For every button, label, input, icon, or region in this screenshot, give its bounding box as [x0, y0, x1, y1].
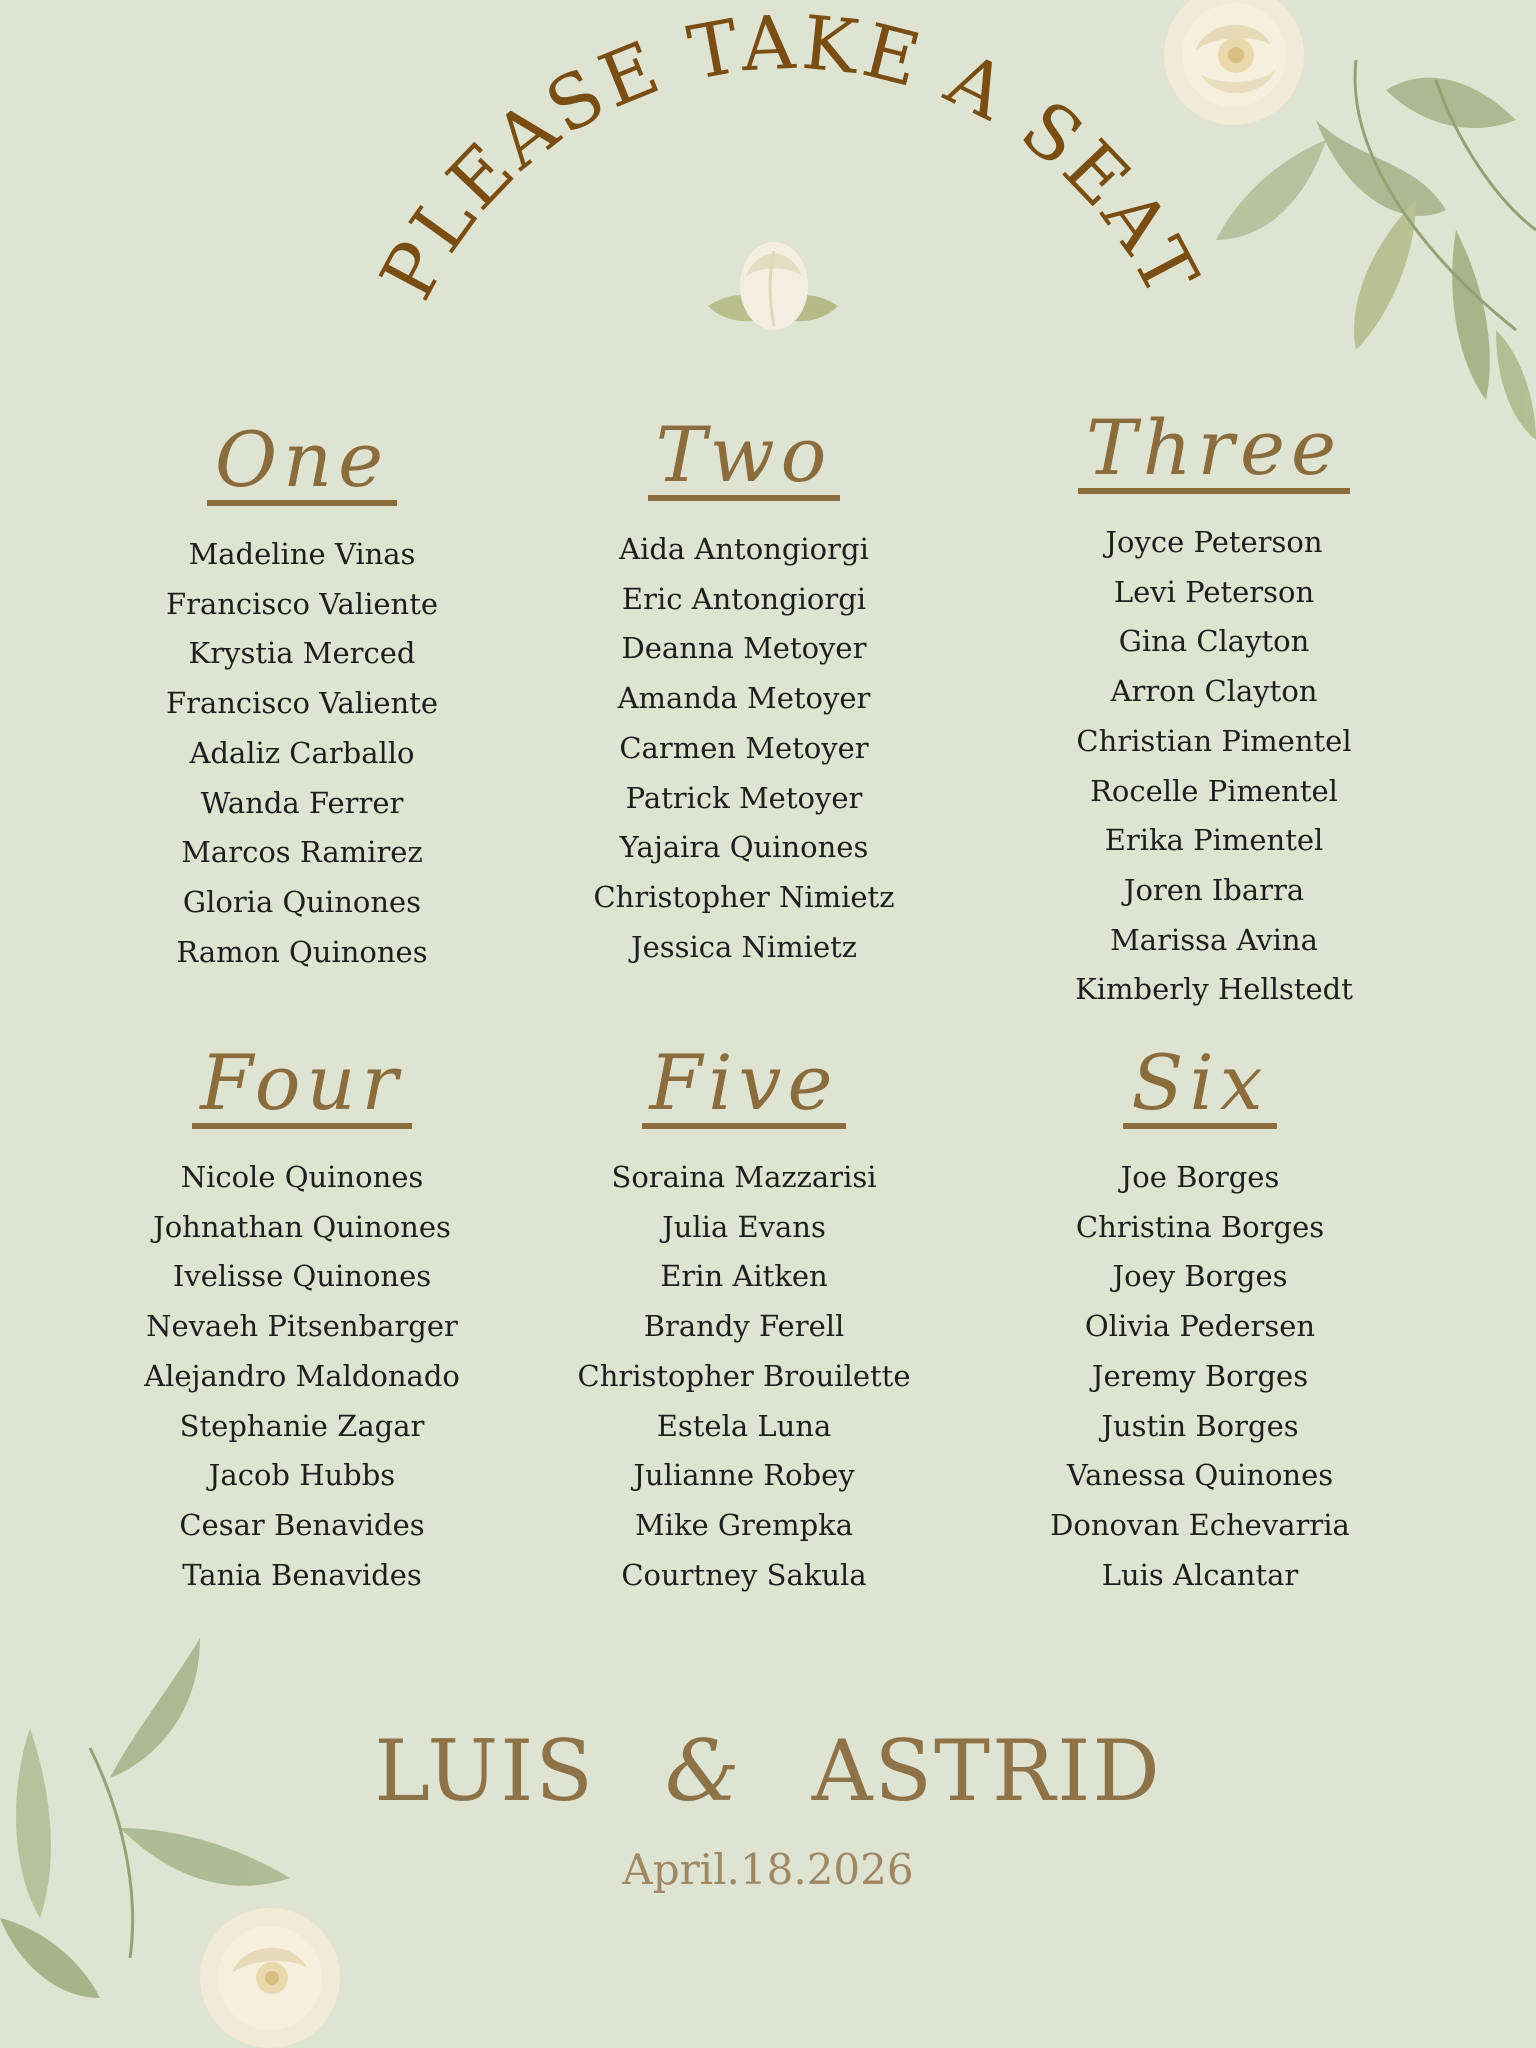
table-heading: Five [642, 1045, 847, 1129]
table-four [92, 1038, 512, 1600]
guest-name: Joyce Peterson [1105, 525, 1323, 559]
guest-name: Joey Borges [1112, 1259, 1288, 1294]
guest-name: Patrick Metoyer [625, 780, 863, 815]
table-two [534, 410, 954, 972]
guest-name: Deanna Metoyer [621, 631, 867, 666]
guest-name: Vanessa Quinones [1066, 1458, 1334, 1493]
guest-name: Kimberly Hellstedt [1075, 972, 1353, 1007]
guest-name: Johnathan Quinones [153, 1209, 451, 1244]
guest-name: Carmen Metoyer [619, 730, 869, 765]
guest-name: Yajaira Quinones [619, 830, 869, 865]
guest-name: Marissa Avina [1110, 922, 1318, 957]
event-date: April.18.2026 [622, 1845, 914, 1894]
table-heading: One [207, 422, 397, 506]
guest-name: Donovan Echevarria [1050, 1507, 1350, 1542]
guest-name: Gloria Quinones [182, 884, 422, 919]
guest-name: Krystia Merced [188, 636, 416, 671]
guest-name: Soraina Mazzarisi [611, 1160, 877, 1194]
guest-list [534, 1153, 954, 1600]
guest-name: Tania Benavides [182, 1557, 422, 1592]
guest-name: Marcos Ramirez [181, 835, 423, 870]
ampersand: & [664, 1722, 742, 1820]
guest-list [534, 525, 954, 972]
guest-name: Francisco Valiente [165, 586, 439, 621]
guest-name: Jeremy Borges [1091, 1358, 1309, 1393]
guest-name: Julianne Robey [633, 1458, 855, 1493]
guest-name: Christian Pimentel [1076, 723, 1352, 758]
guest-name: Jacob Hubbs [208, 1458, 396, 1493]
partner-name-2: ASTRID [811, 1722, 1162, 1820]
guest-name: Stephanie Zagar [179, 1408, 425, 1443]
guest-name: Nevaeh Pitsenbarger [146, 1309, 458, 1344]
bottom-left-rose-leaves [0, 1628, 380, 2048]
guest-list [990, 1153, 1410, 1600]
guest-name: Nicole Quinones [180, 1160, 424, 1194]
guest-name: Mike Grempka [634, 1507, 854, 1542]
guest-name: Alejandro Maldonado [144, 1358, 460, 1393]
guest-name: Joren Ibarra [1123, 872, 1305, 907]
table-one [92, 415, 512, 977]
guest-name: Levi Peterson [1113, 574, 1315, 609]
guest-name: Christina Borges [1075, 1209, 1325, 1244]
guest-name: Christopher Nimietz [593, 879, 895, 914]
guest-name: Jessica Nimietz [630, 929, 858, 964]
guest-name: Julia Evans [662, 1209, 826, 1244]
guest-name: Olivia Pedersen [1084, 1309, 1316, 1344]
guest-name: Rocelle Pimentel [1090, 773, 1338, 808]
guest-name: Ramon Quinones [176, 934, 428, 969]
table-heading: Six [1123, 1045, 1276, 1129]
guest-name: Eric Antongiorgi [621, 581, 867, 616]
guest-name: Justin Borges [1101, 1408, 1299, 1443]
guest-name: Estela Luna [656, 1408, 832, 1443]
guest-list [92, 1153, 512, 1600]
table-six [990, 1038, 1410, 1600]
guest-name: Luis Alcantar [1101, 1557, 1299, 1592]
rose-bud-icon [698, 236, 848, 346]
guest-name: Courtney Sakula [621, 1557, 867, 1592]
title-text: PLEASE TAKE A SEAT [364, 0, 1216, 313]
table-heading: Four [192, 1045, 412, 1129]
guest-name: Amanda Metoyer [617, 681, 871, 716]
table-heading: Two [648, 417, 841, 501]
guest-name: Ivelisse Quinones [172, 1259, 432, 1294]
guest-name: Arron Clayton [1110, 674, 1318, 709]
guest-name: Erin Aitken [660, 1259, 828, 1294]
partner-name-1: LUIS [374, 1722, 595, 1820]
guest-name: Wanda Ferrer [200, 785, 404, 820]
guest-list [1004, 518, 1424, 1015]
guest-name: Erika Pimentel [1104, 823, 1324, 858]
table-five [534, 1038, 954, 1600]
guest-name: Madeline Vinas [188, 537, 416, 571]
couple-names [0, 1722, 1536, 1820]
table-three [1004, 403, 1424, 1015]
guest-name: Christopher Brouilette [577, 1358, 911, 1393]
guest-name: Francisco Valiente [165, 686, 439, 721]
guest-name: Cesar Benavides [179, 1507, 425, 1542]
table-heading: Three [1078, 410, 1350, 494]
guest-name: Joe Borges [1120, 1160, 1280, 1194]
guest-list [92, 530, 512, 977]
guest-name: Adaliz Carballo [189, 735, 415, 770]
guest-name: Aida Antongiorgi [619, 532, 869, 566]
guest-name: Gina Clayton [1118, 624, 1310, 659]
guest-name: Brandy Ferell [643, 1309, 845, 1344]
